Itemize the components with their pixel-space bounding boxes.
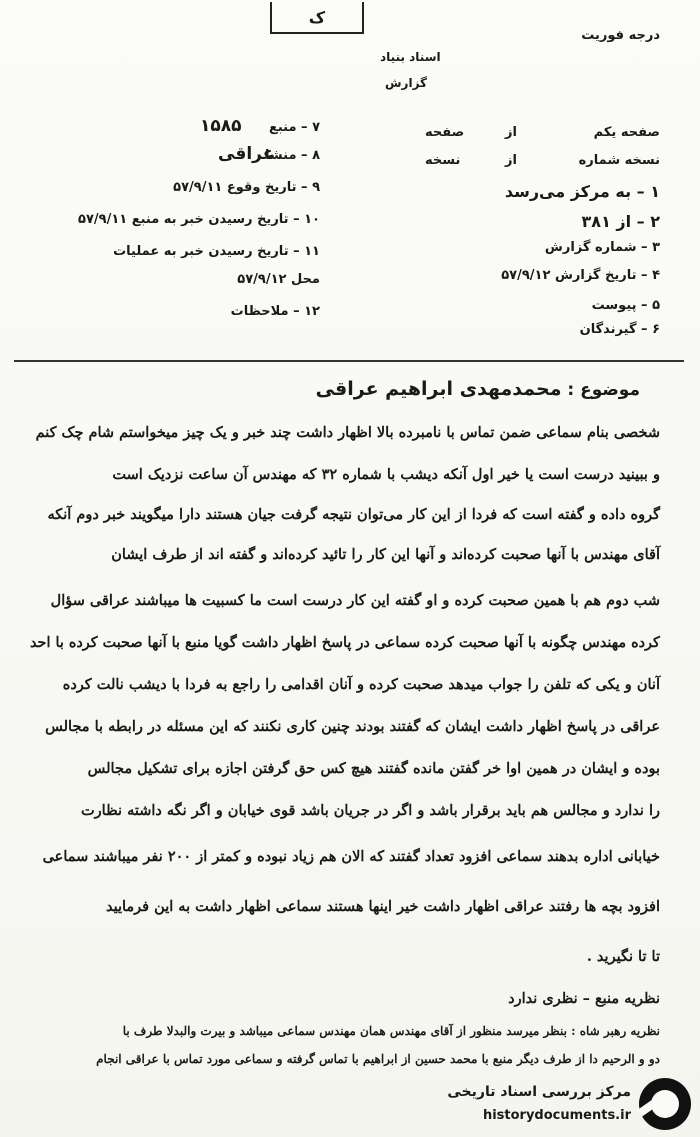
body-line: شب دوم هم با همین صحبت کرده و او گفته این کار درست است ما کسبیت ها میباشند عراقی سؤال bbox=[50, 592, 660, 609]
body-line: آقای مهندس با آنها صحبت کرده‌اند و آنها این کار را تائید کرده‌اند و گفته اند از طرف ایشان bbox=[111, 546, 660, 563]
priority-label: درجه فوریت bbox=[581, 28, 660, 43]
body-line: تا تا نگیرید . bbox=[586, 948, 660, 965]
body-line: را ندارد و مجالس هم باید برقرار باشد و اگر در جریان باشد قوی خیابان و اگر نگه داشته نظارت bbox=[81, 802, 660, 819]
source-label: ۷ – منبع bbox=[268, 120, 320, 135]
copy-count-label: نسخه bbox=[425, 153, 461, 168]
ops-date: ۱۱ – تاریخ رسیدن خبر به عملیات bbox=[113, 244, 320, 259]
report-date-line: ۴ – تاریخ گزارش ۵۷/۹/۱۲ bbox=[501, 268, 660, 283]
from-label-1: از bbox=[505, 125, 517, 140]
body-line: شخصی بنام سماعی ضمن تماس با نامبرده بالا اظهار داشت چند خبر و یک چیز میخواستم شام چک کنم bbox=[35, 424, 660, 441]
from-ref-line: ۲ – از ۳۸۱ bbox=[581, 212, 660, 231]
body-line: و ببینید درست است یا خیر اول آنکه دیشب با شماره ۳۲ که مهندس آن ساعت نزدیک است bbox=[112, 466, 660, 483]
origin-label: ۸ – منشا bbox=[265, 148, 320, 163]
body-line: آنان و یکی که تلفن را جواب میدهد صحبت کرده و آنان اقدامی را راجع به فردا با دیشب نالت کرده bbox=[62, 676, 660, 693]
origin-value: عراقی bbox=[218, 144, 275, 164]
event-date: ۹ – تاریخ وقوع ۵۷/۹/۱۱ bbox=[173, 180, 320, 195]
body-line: کرده مهندس چگونه با آنها صحبت کرده سماعی در پاسخ اظهار داشت گویا منبع با آنها صحبت کرده با احد bbox=[30, 634, 660, 651]
page-count-label: صفحه bbox=[425, 125, 465, 140]
copy-label: نسخه شماره bbox=[578, 153, 660, 168]
notes-label: ۱۲ – ملاحظات bbox=[230, 304, 320, 319]
watermark-url: historydocuments.ir bbox=[482, 1108, 631, 1123]
body-line: بوده و ایشان در همین اوا خر گفتن مانده گفتند هیچ کس حق گرفتن اجازه برای تشکیل مجالس bbox=[87, 760, 660, 777]
body-line: افزود بچه ها رفتند عراقی اظهار داشت خیر اینها هستند سماعی اظهار داشت به این فرمایید bbox=[105, 898, 660, 915]
report-no-line: ۳ – شماره گزارش bbox=[544, 240, 660, 255]
header-stamp bbox=[270, 2, 364, 34]
subject-label: موضوع : bbox=[567, 380, 640, 400]
received-date: ۱۰ – تاریخ رسیدن خبر به منبع ۵۷/۹/۱۱ bbox=[78, 212, 320, 227]
to-line: ۱ – به مرکز می‌رسد bbox=[504, 182, 660, 201]
logo-icon bbox=[639, 1078, 691, 1130]
stamp-text: ک bbox=[308, 7, 326, 27]
body-line: خیابانی اداره بدهند سماعی افزود تعداد گفتند که الان هم زیاد نبوده و کمتر از ۲۰۰ نفر میباشند سماعی bbox=[42, 848, 660, 865]
header-divider bbox=[14, 360, 684, 362]
body-line: دو و الرحیم دا از طرف دیگر منبع با محمد حسین از ابراهیم با تماس گرفته و سماعی مورد تماس با عراقی انجام bbox=[96, 1052, 660, 1066]
page-label: صفحه یکم bbox=[593, 125, 660, 140]
from-label-2: از bbox=[505, 153, 517, 168]
subject-value: محمدمهدی ابراهیم عراقی bbox=[315, 378, 562, 400]
attach-line: ۵ – پیوست bbox=[591, 298, 660, 313]
place-date: محل ۵۷/۹/۱۲ bbox=[237, 272, 320, 287]
watermark-name: مرکز بررسی اسناد تاریخی bbox=[447, 1084, 631, 1100]
body-line: نظریه منبع – نظری ندارد bbox=[508, 990, 660, 1007]
body-line: گروه داده و گفته است که فردا از این کار می‌توان نتیجه گرفت جیان هستند دارا میگویند خبر دوم آنکه bbox=[47, 506, 660, 523]
body-line: عراقی در پاسخ اظهار داشت ایشان که گفتند بودند چنین کاری نکنند که این مسئله در رابطه با مجالس bbox=[45, 718, 660, 735]
body-line: نظریه رهبر شاه : بنظر میرسد منظور از آقای مهندس همان مهندس سماعی میباشد و بیرت والبدلا طرف با bbox=[122, 1024, 660, 1038]
org-label: اسناد بنیاد bbox=[380, 50, 441, 64]
recipients-line: ۶ – گیرندگان bbox=[579, 322, 660, 337]
watermark-logo bbox=[413, 1078, 693, 1134]
source-value: ۱۵۸۵ bbox=[200, 116, 242, 136]
report-type-label: گزارش bbox=[385, 76, 428, 90]
subject-line bbox=[316, 378, 640, 400]
